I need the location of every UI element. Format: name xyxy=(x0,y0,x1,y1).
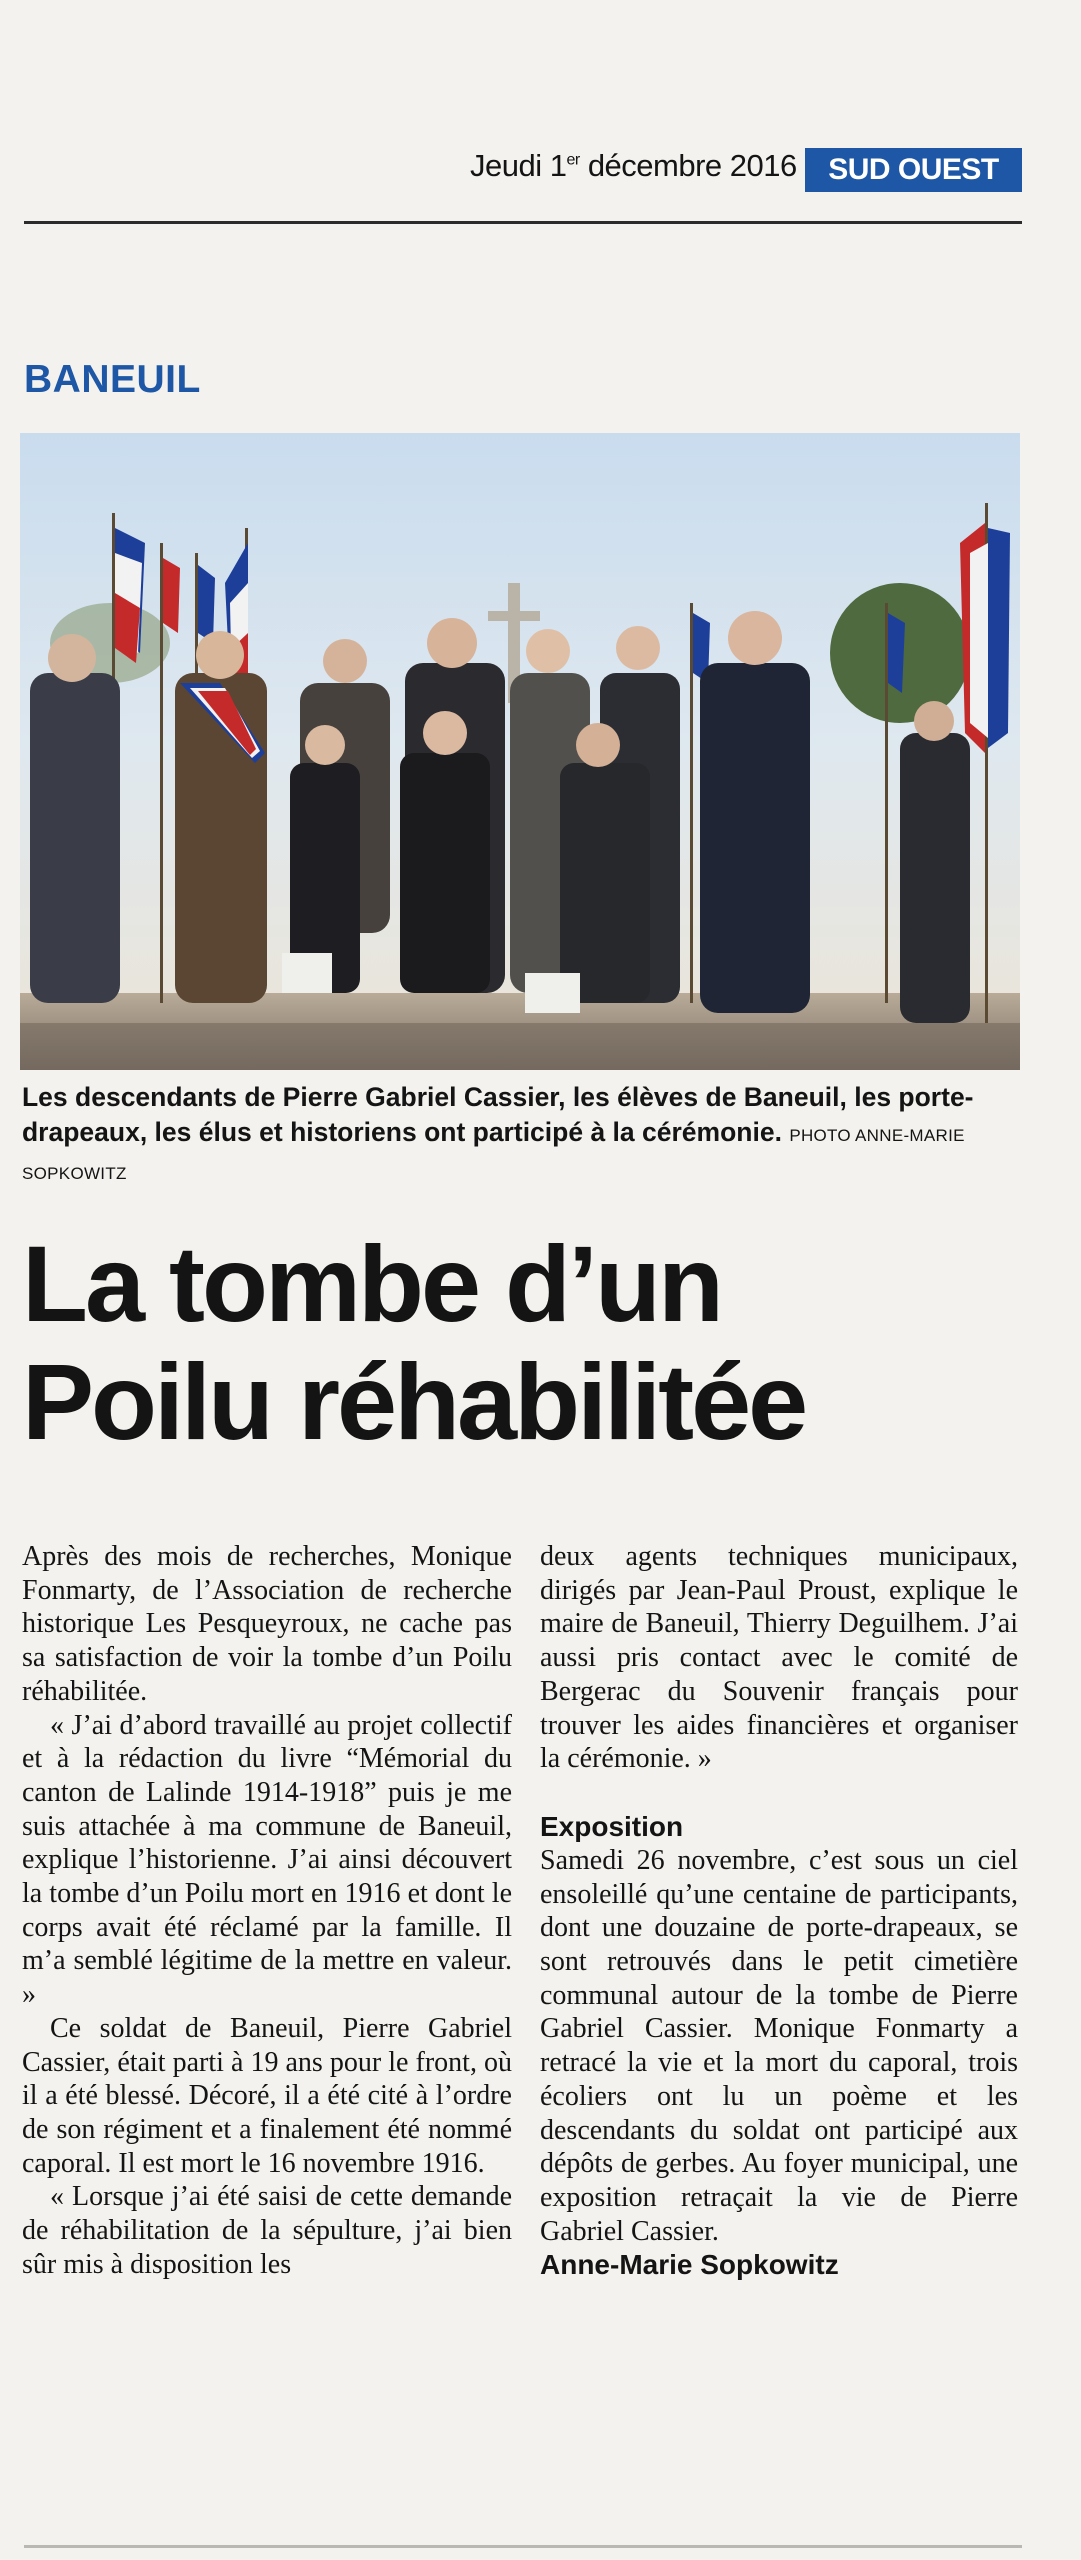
article-headline xyxy=(22,1225,1062,1461)
article-paragraph: « Lorsque j’ai été saisi de cette demande de réhabilitation de la sépulture, j’ai bien sûr mis à disposition les xyxy=(22,2181,512,2280)
author-byline: Anne-Marie Sopkowitz xyxy=(540,2249,839,2281)
photo-credit: PHOTO ANNE-MARIE SOPKOWITZ xyxy=(22,1126,965,1183)
header-divider xyxy=(24,221,1022,224)
headline-line-1: La tombe d’un xyxy=(22,1223,721,1344)
article-column-left xyxy=(22,1540,512,2281)
ceremony-photo xyxy=(20,433,1020,1070)
article-paragraph: deux agents techniques municipaux, dirigés par Jean-Paul Proust, explique le maire de Baneuil, Thierry Deguilhem. J’ai aussi pris contact avec le comité de Bergerac du Souvenir français pour trouver les aides financières et organiser la cérémonie. » xyxy=(540,1541,1018,1775)
article-subhead: Exposition xyxy=(540,1810,684,1842)
article-paragraph: « J’ai d’abord travaillé au projet collectif et à la rédaction du livre “Mémorial du canton de Lalinde 1914-1918” puis je me suis attachée à ma commune de Baneuil, explique l’historienne. J’ai ainsi découvert la tombe d’un Poilu mort en 1916 et dont le corps avait été réclamé par la famille. Il m’a semblé légitime de la mettre en valeur. » xyxy=(22,1709,512,2011)
publication-date: Jeudi 1er décembre 2016 xyxy=(470,148,797,183)
section-label: BANEUIL xyxy=(24,358,201,401)
photo-caption: Les descendants de Pierre Gabriel Cassier, les élèves de Baneuil, les porte-drapeaux, les élus et historiens ont participé à la cérémonie. PHOTO ANNE-MARIE SOPKOWITZ xyxy=(22,1082,974,1183)
article-paragraph: Après des mois de recherches, Monique Fonmarty, de l’Association de recherche historique Les Pesqueyroux, ne cache pas sa satisfaction de voir la tombe d’un Poilu réhabilitée. xyxy=(22,1541,512,1707)
article-paragraph: Samedi 26 novembre, c’est sous un ciel ensoleillé qu’une centaine de participants, dont une douzaine de porte-drapeaux, se sont retrouvés dans le petit cimetière communal autour de la tombe de Pierre Gabriel Cassier. Monique Fonmarty a retracé la vie et la mort du caporal, trois écoliers ont lu un poème et les descendants du soldat ont participé aux dépôts de gerbes. Au foyer municipal, une exposition retraçait la vie de Pierre Gabriel Cassier. xyxy=(540,1844,1018,2247)
newspaper-logo: SUD OUEST xyxy=(805,148,1022,192)
headline-line-2: Poilu réhabilitée xyxy=(22,1341,806,1462)
footer-divider xyxy=(24,2545,1022,2548)
article-column-right xyxy=(540,1540,1018,2282)
article-paragraph: Ce soldat de Baneuil, Pierre Gabriel Cassier, était parti à 19 ans pour le front, où il a été blessé. Décoré, il a été cité à l’ordre de son régiment et a finalement été nommé caporal. Il est mort le 16 novembre 1916. xyxy=(22,2012,512,2179)
